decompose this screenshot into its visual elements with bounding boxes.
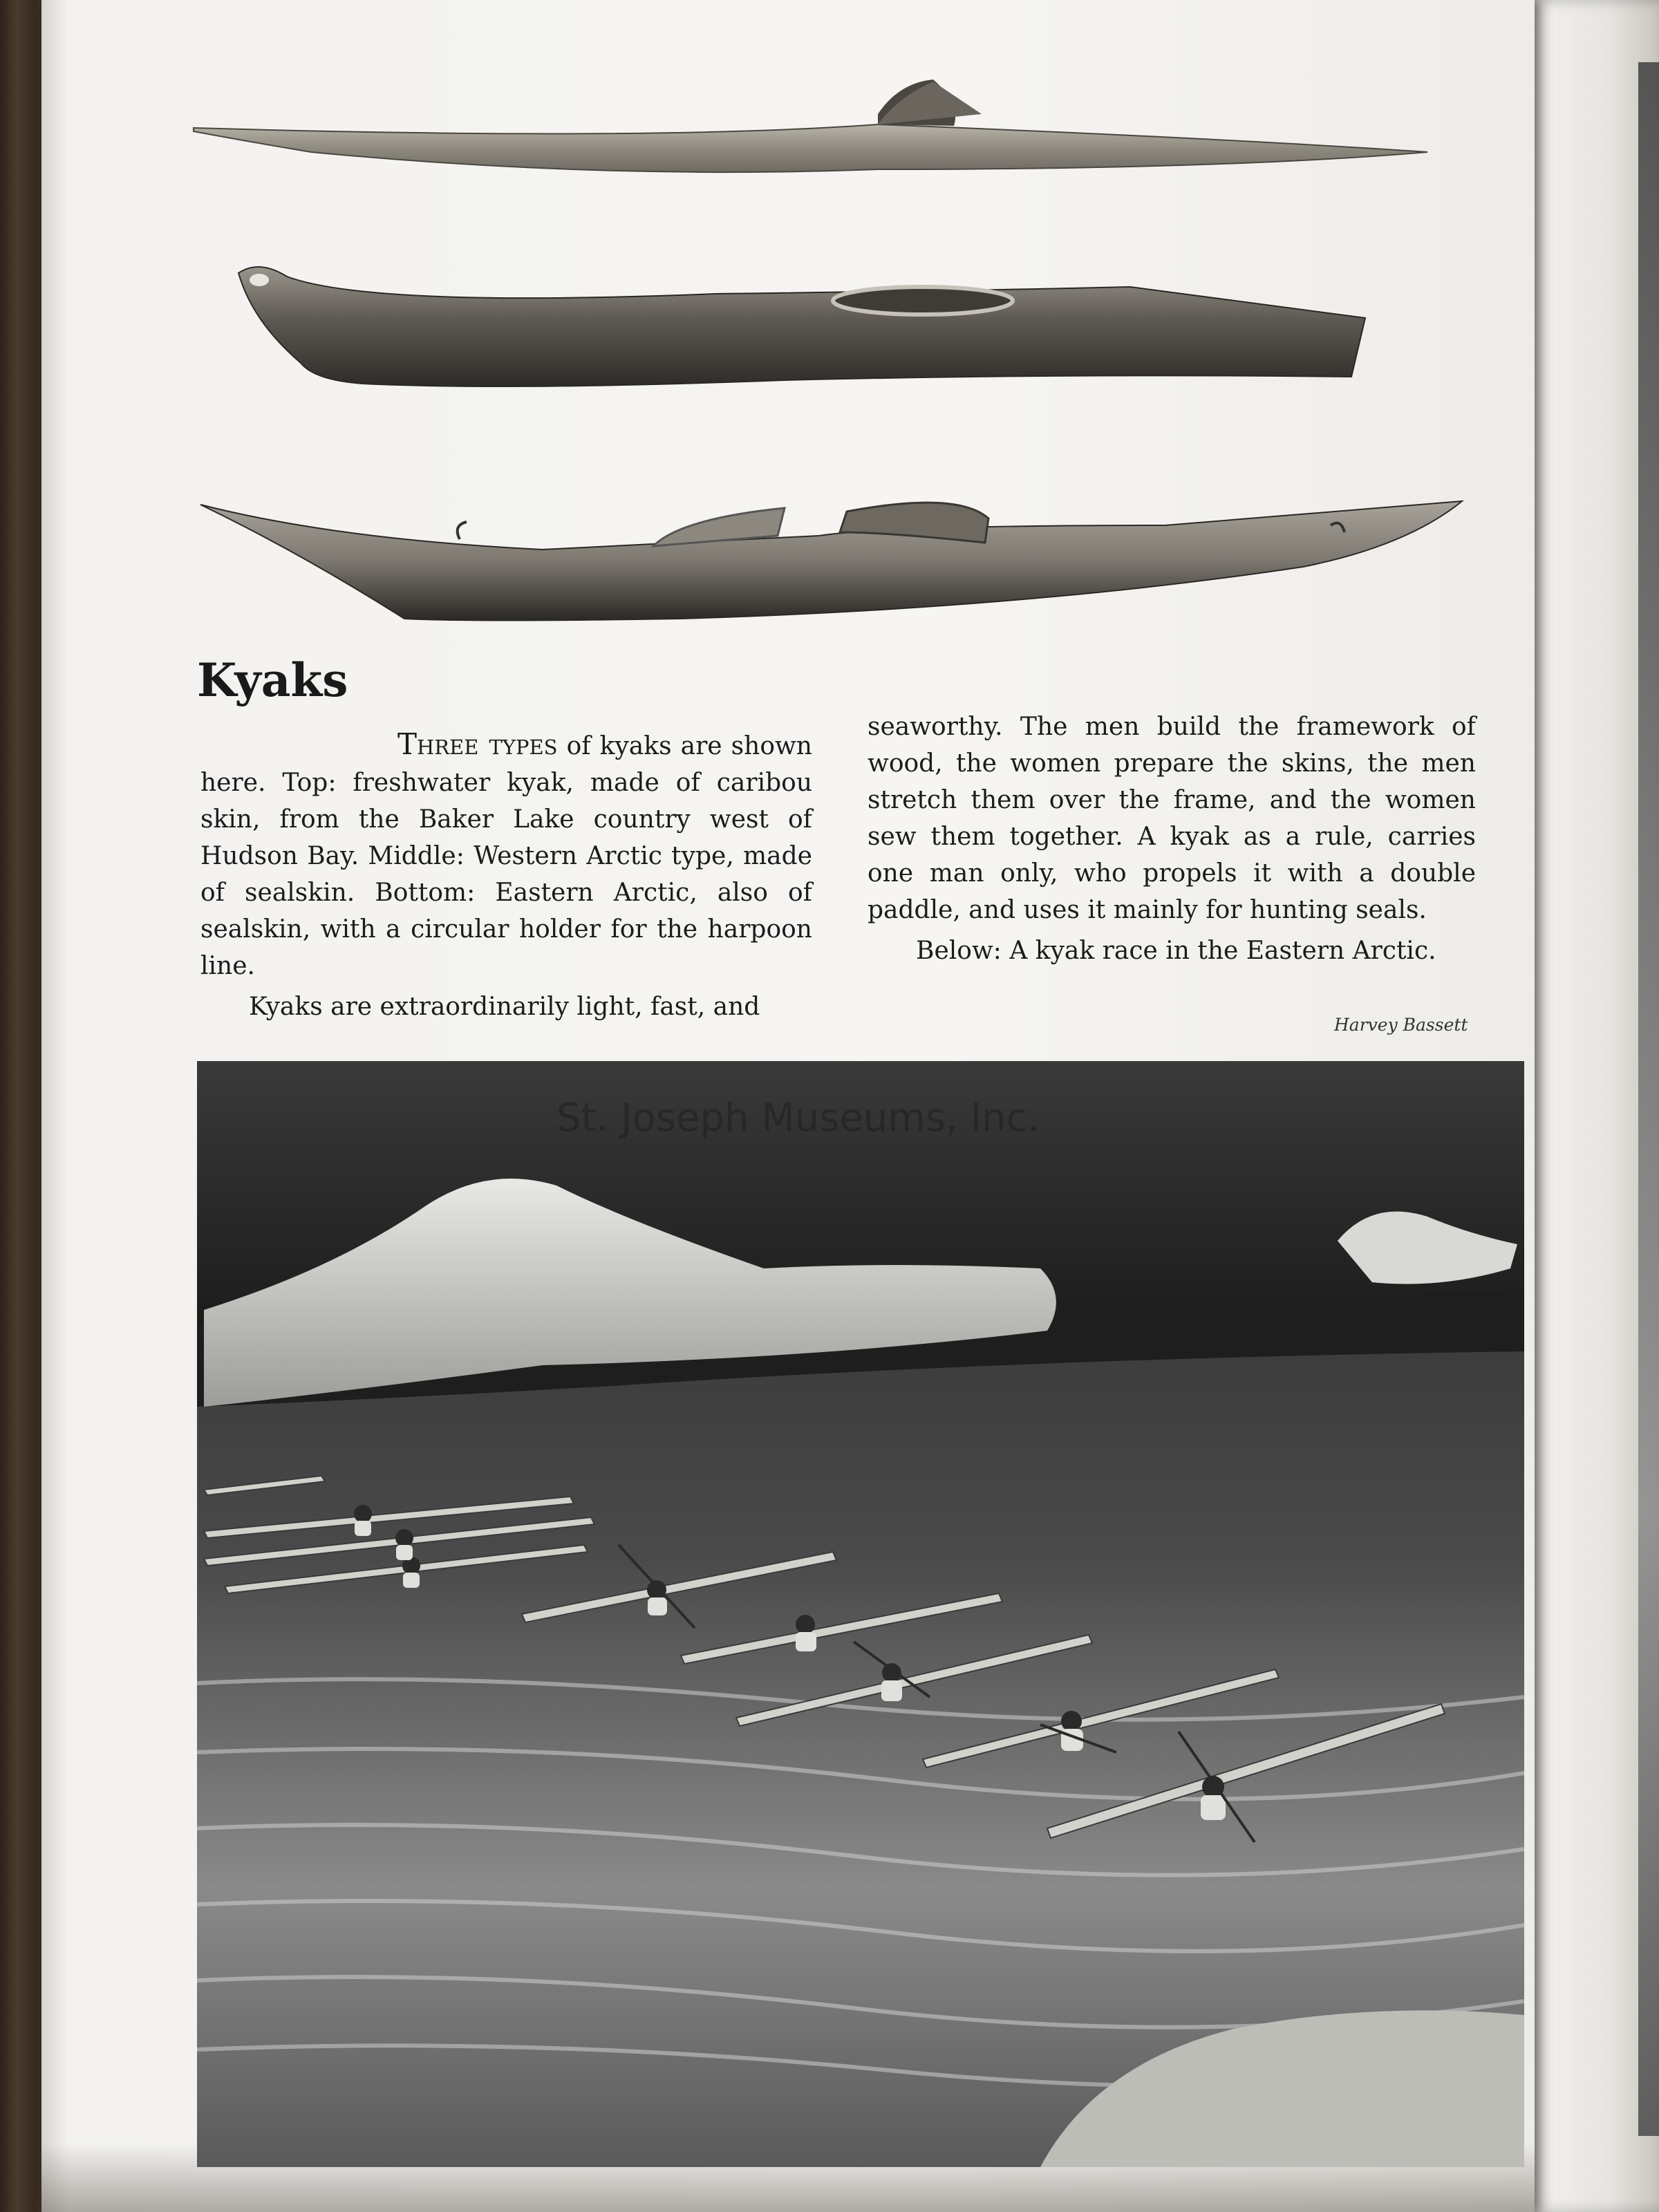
kayak-photo-western-arctic — [232, 259, 1379, 397]
lead-in-words: Three types — [397, 727, 558, 761]
photo-credit: Harvey Bassett — [1334, 1015, 1468, 1035]
article-column-right — [868, 709, 1476, 969]
paragraph-kayak-types-text: of kyaks are shown here. Top: freshwater kyak, made of caribou skin, from the Baker Lake country west of Hudson Bay. Middle: Western Arctic type, made of sealskin. Bottom: Eastern Arctic, also of sealskin, with a circular holder for the harpoon line. — [200, 732, 812, 980]
article-title: Kyaks — [197, 653, 348, 707]
adjacent-page-edge — [1528, 0, 1659, 2212]
kayak-photo-eastern-arctic — [197, 484, 1469, 629]
paragraph-kayak-build-start: Kyaks are extraordinarily light, fast, and — [249, 993, 760, 1021]
photo-watermark: St. Joseph Museums, Inc. — [556, 1096, 1040, 1141]
paragraph-kayak-types — [200, 726, 812, 984]
kayak-photo-freshwater — [187, 76, 1431, 187]
photo-caption: Below: A kyak race in the Eastern Arctic. — [916, 937, 1436, 965]
kayak-race-photo — [197, 1061, 1524, 2167]
adjacent-page-photo-strip — [1638, 62, 1659, 2136]
article-column-left — [200, 726, 812, 1025]
paragraph-kayak-build-continued: seaworthy. The men build the framework of wood, the women prepare the skins, the men stretch them over the frame, and the women sew them together. A kyak as a rule, carries one man only, who propels it with a double paddle, and uses it mainly for hunting seals. — [868, 713, 1476, 924]
